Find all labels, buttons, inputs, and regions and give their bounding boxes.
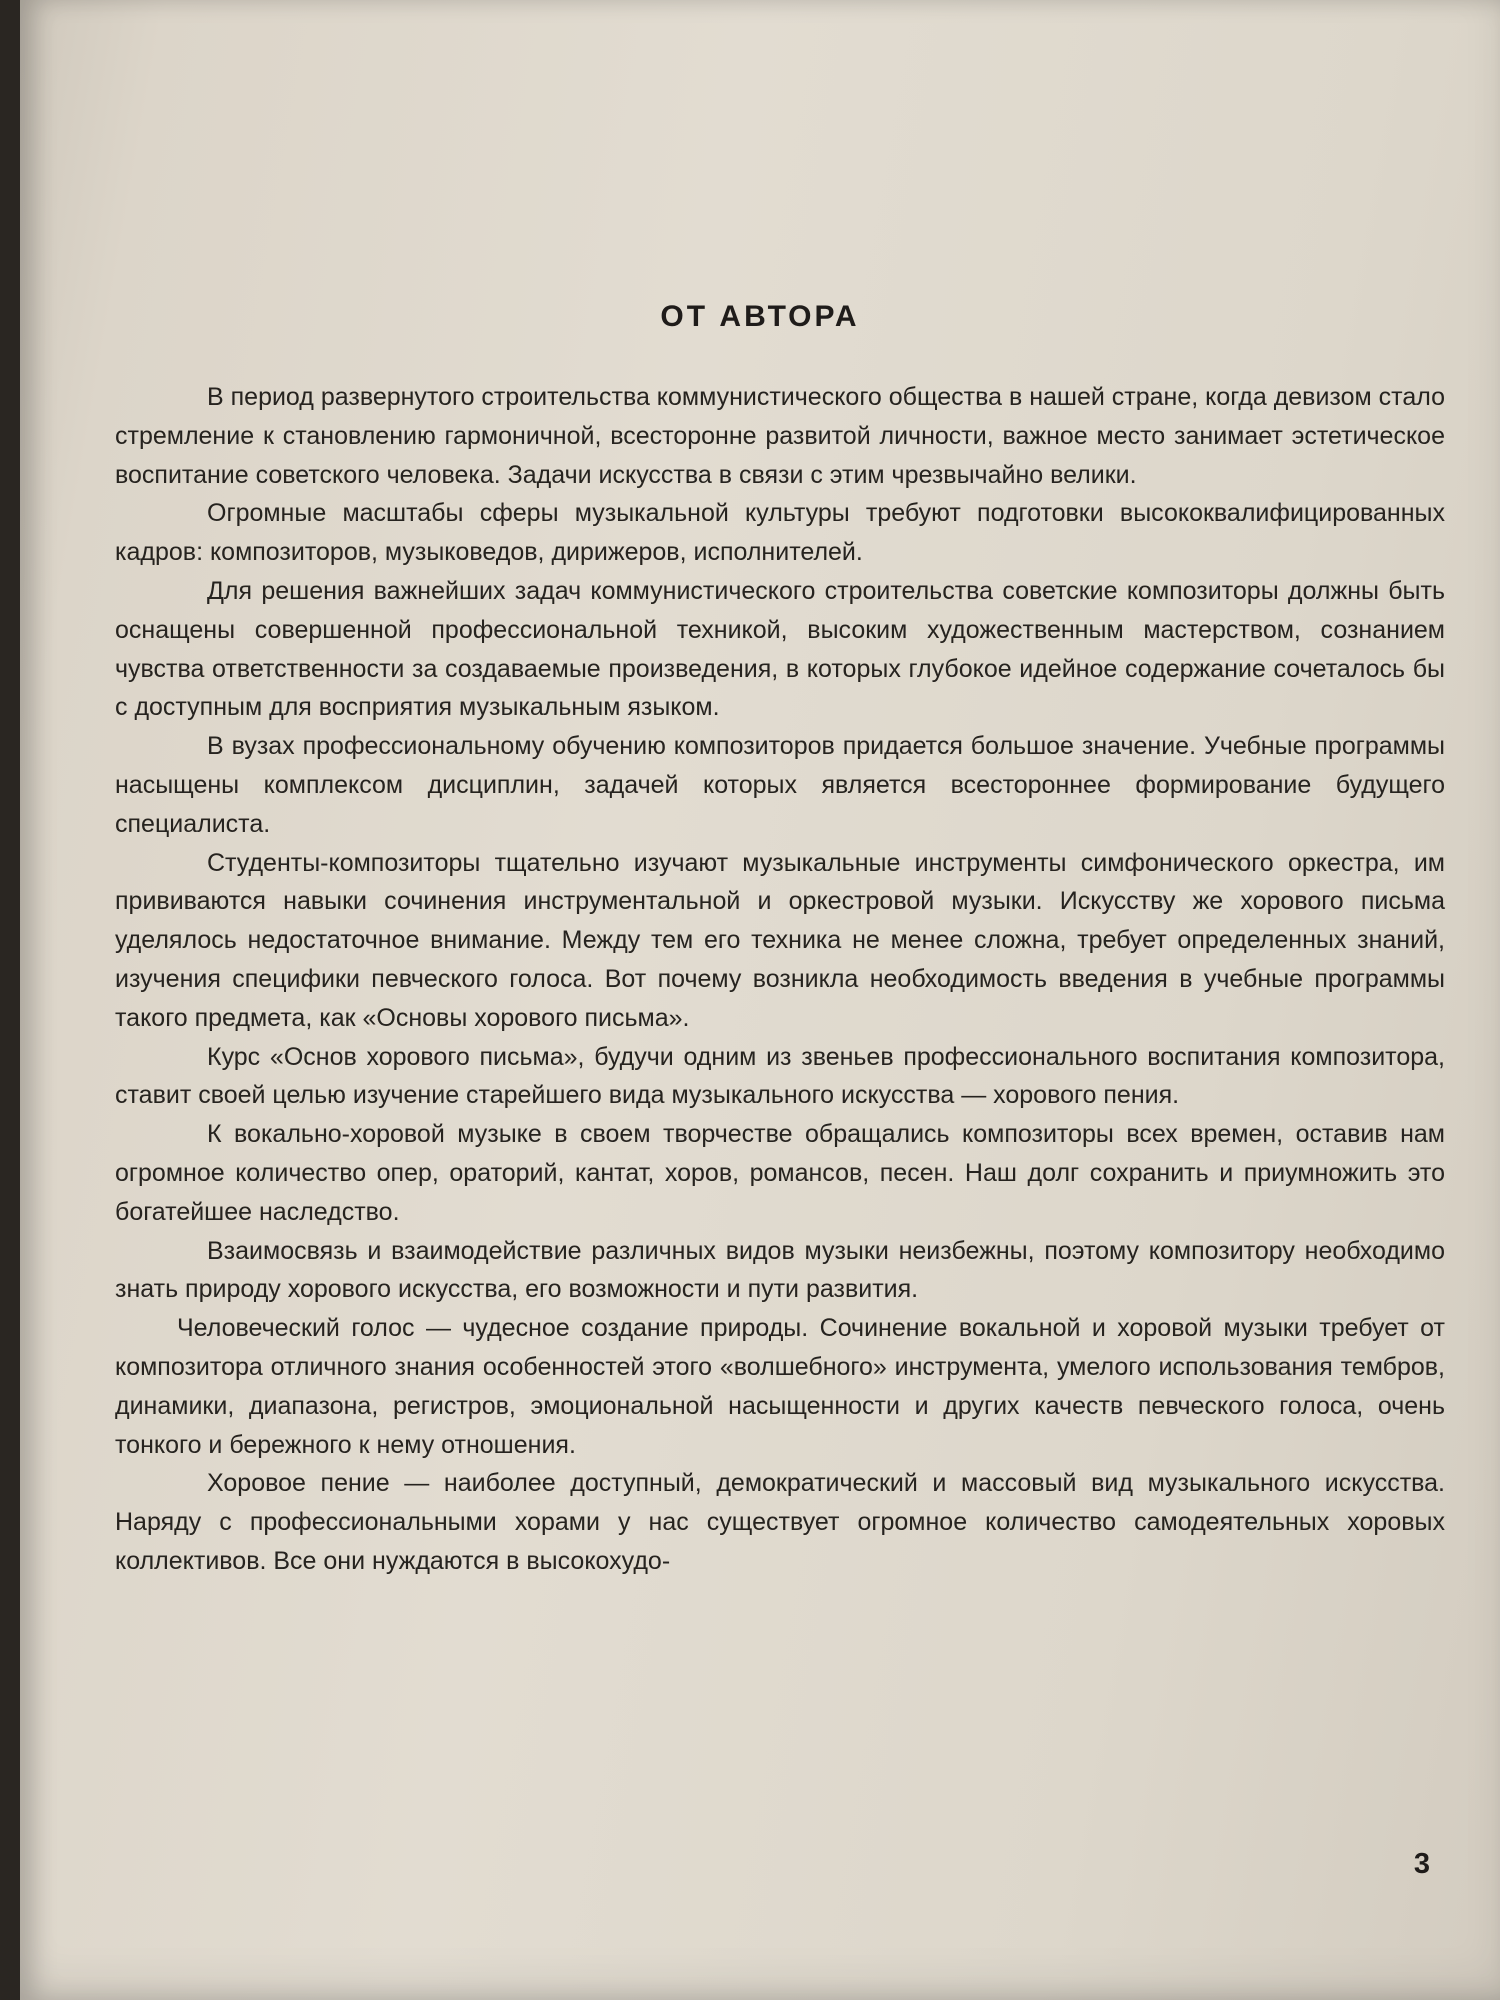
- body-text: [115, 378, 1445, 1581]
- page-heading: ОТ АВТОРА: [660, 300, 860, 333]
- book-page: [20, 0, 1500, 2000]
- paragraph-3: Для решения важнейших задач коммунистического строительства советские композиторы должны быть оснащены совершенной профессиональной техникой, высоким художественным мастерством, сознанием чувства ответственности за создаваемые произведения, в которых глубокое идейное содержание сочеталось бы с доступным для восприятия музыкальным языком.: [115, 576, 1445, 722]
- paragraph-7: К вокально-хоровой музыке в своем творчестве обращались композиторы всех времен, оставив нам огромное количество опер, ораторий, кантат, хоров, романсов, песен. Наш долг сохранить и приумножить это богатейшее наследство.: [115, 1120, 1445, 1226]
- paragraph-9: Человеческий голос — чудесное создание природы. Сочинение вокальной и хоровой музыки требует от композитора отличного знания особенностей этого «волшебного» инструмента, умелого использования тембров, динамики, диапазона, регистров, эмоциональной насыщенности и других качеств певческого голоса, очень тонкого и бережного к нему отношения.: [115, 1314, 1445, 1459]
- paragraph-4: В вузах профессиональному обучению композиторов придается большое значение. Учебные программы насыщены комплексом дисциплин, задачей которых является всестороннее формирование будущего специалиста.: [115, 732, 1445, 838]
- paragraph-8: Взаимосвязь и взаимодействие различных видов музыки неизбежны, поэтому композитору необходимо знать природу хорового искусства, его возможности и пути развития.: [115, 1236, 1445, 1304]
- paragraph-6: Курс «Основ хорового письма», будучи одним из звеньев профессионального воспитания композитора, ставит своей целью изучение старейшего вида музыкального искусства — хорового пения.: [115, 1042, 1445, 1110]
- paragraph-2: Огромные масштабы сферы музыкальной культуры требуют подготовки высококвалифицированных кадров: композиторов, музыковедов, дирижеров, исполнителей.: [115, 499, 1445, 567]
- paragraph-10: Хоровое пение — наиболее доступный, демократический и массовый вид музыкального искусства. Наряду с профессиональными хорами у нас существует огромное количество самодеятельных хоровых коллективов. Все они нуждаются в высокохудо-: [115, 1469, 1445, 1575]
- page-number: 3: [1413, 1848, 1430, 1880]
- paragraph-1: В период развернутого строительства коммунистического общества в нашей стране, когда девизом стало стремление к становлению гармоничной, всесторонне развитой личности, важное место занимает эстетическое воспитание советского человека. Задачи искусства в связи с этим чрезвычайно велики.: [115, 383, 1445, 489]
- paragraph-5: Студенты-композиторы тщательно изучают музыкальные инструменты симфонического оркестра, им прививаются навыки сочинения инструментальной и оркестровой музыки. Искусству же хорового письма уделялось недостаточное внимание. Между тем его техника не менее сложна, требует определенных знаний, изучения специфики певческого голоса. Вот почему возникла необходимость введения в учебные программы такого предмета, как «Основы хорового письма».: [115, 848, 1445, 1032]
